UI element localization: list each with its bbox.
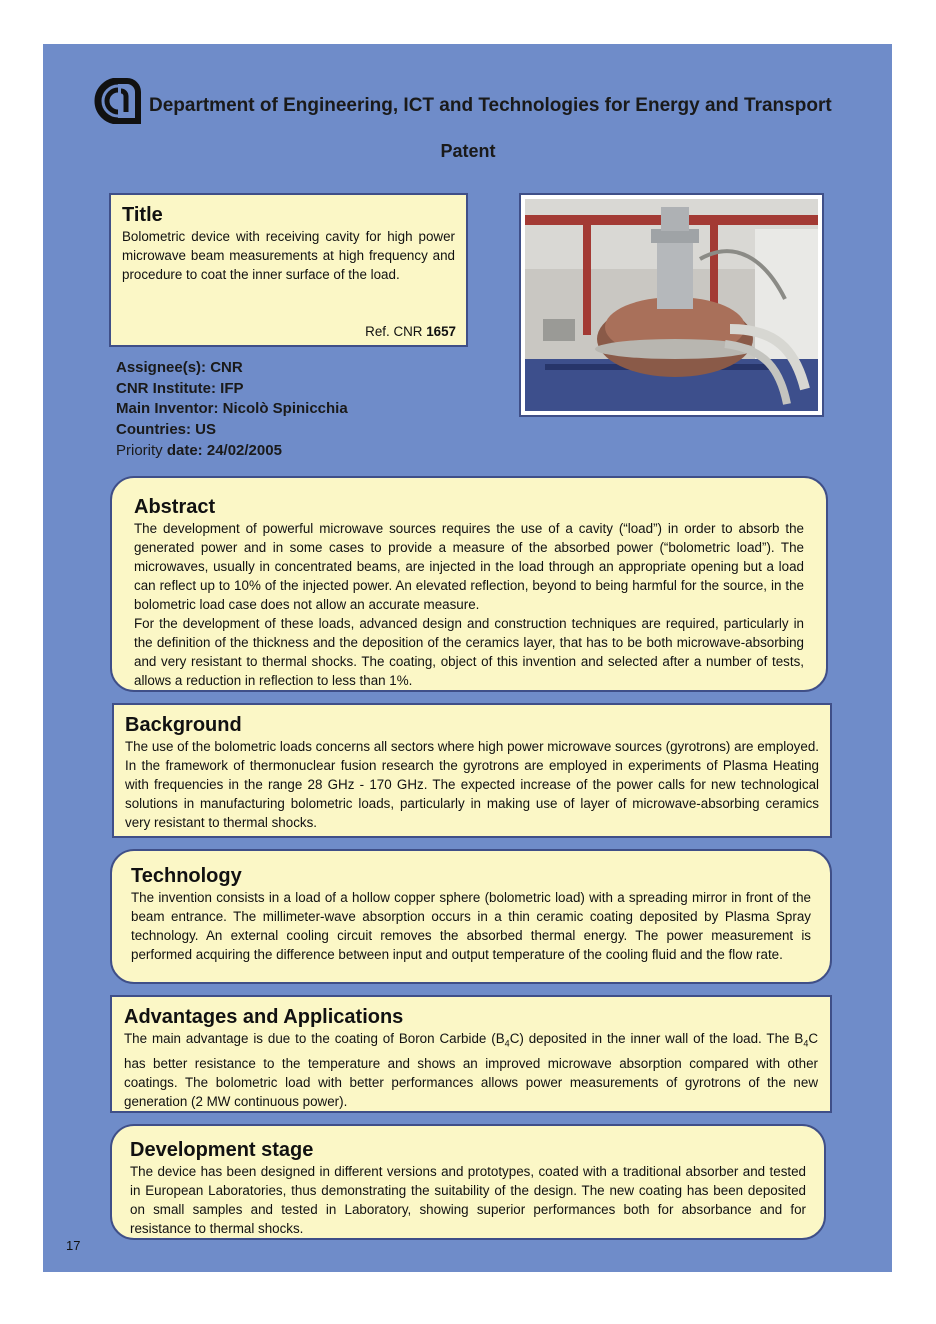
development-box [110,1124,826,1240]
title-box [109,193,468,347]
technology-box [110,849,832,984]
ref-label: Ref. CNR [365,324,423,339]
advantages-text: The main advantage is due to the coating of Boron Carbide $(B_4C)$ deposited in the inner wall of the load. The $B_4C$ has better resistance to the temperature and shows an improved microwave absorption compared with other coatings. The bolometric load with better performances allows power measurements of gyrotrons of the new generation (2 MW continuous power). [124,1031,819,1109]
technology-text: The invention consists in a load of a hollow copper sphere (bolometric load) with a spreading mirror in front of the beam entrance. The millimeter-wave absorption occurs in a thin ceramic coating deposited by Plasma Spray technology. An external cooling circuit removes the absorbed thermal energy. The power measurement is performed acquiring the difference between input and output temperature of the cooling fluid and the flow rate. [131,890,811,962]
development-text: The device has been designed in different versions and prototypes, coated with a traditional absorber and tested in European Laboratories, thus demonstrating the suitability of the design. The new coating has been deposited on small samples and tested in Laboratory, showing superior performances both for absorbance and for resistance to thermal shocks. [130,1164,806,1236]
assignee: Assignee(s): CNR [116,359,243,376]
priority-value: date: 24/02/2005 [166,441,282,459]
patent-info [116,358,348,462]
title-text: Bolometric device with receiving cavity for high power microwave beam measurements at high frequency and procedure to coat the inner surface of the load. [122,229,455,282]
cnr-logo-icon [92,78,144,124]
priority-date [116,441,348,462]
background-box [112,703,832,838]
title-heading: Title [122,204,163,226]
institute: CNR Institute: IFP [116,379,244,397]
advantages-box [110,995,832,1113]
abstract-paragraph-2: For the development of these loads, advanced design and construction techniques are required, particularly in the definition of the thickness and the deposition of the ceramics layer, that has to be both microwave-absorbing and very resistant to thermal shocks. The coating, object of this invention and selected after a number of tests, allows a reduction in reflection to less than 1%. [134,616,804,688]
reference-number [365,324,456,339]
advantages-heading: Advantages and Applications [124,1006,404,1028]
development-heading: Development stage [130,1139,314,1161]
priority-label: Priority [116,441,163,459]
abstract-paragraph-1: The development of powerful microwave sources requires the use of a cavity (“load”) in order to absorb the generated power and in some cases to provide a measure of the absorbed power (“bolometric load”). The microwaves, usually in concentrated beams, are injected in the load through an appropriate opening but a load can reflect up to 10% of the injected power. An elevated reflection, beyond to being harmful for the source, in the bolometric load case does not allow an accurate measure. [134,521,804,612]
countries: Countries: US [116,421,217,439]
device-photo [519,193,824,417]
page-subtitle: Patent [440,141,496,161]
abstract-box [110,476,828,692]
ref-value: 1657 [426,324,456,339]
page-number: 17 [66,1238,81,1253]
inventor: Main Inventor: Nicolò Spinicchia [116,400,348,418]
background-heading: Background [125,714,242,736]
abstract-heading: Abstract [134,496,216,518]
background-text: The use of the bolometric loads concerns all sectors where high power microwave sources (gyrotrons) are employed. In the framework of thermonuclear fusion research the gyrotrons are employed in experiments of Plasma Heating with frequencies in the range 28 GHz - 170 GHz. The expected increase of the power calls for new technological solutions in manufacturing bolometric loads, particularly in making use of layer of microwave-absorbing ceramics very resistant to thermal shocks. [125,739,819,830]
technology-heading: Technology [131,865,242,887]
bolometric-load-photo-image [525,199,818,411]
department-heading: Department of Engineering, ICT and Technologies for Energy and Transport [149,95,832,116]
